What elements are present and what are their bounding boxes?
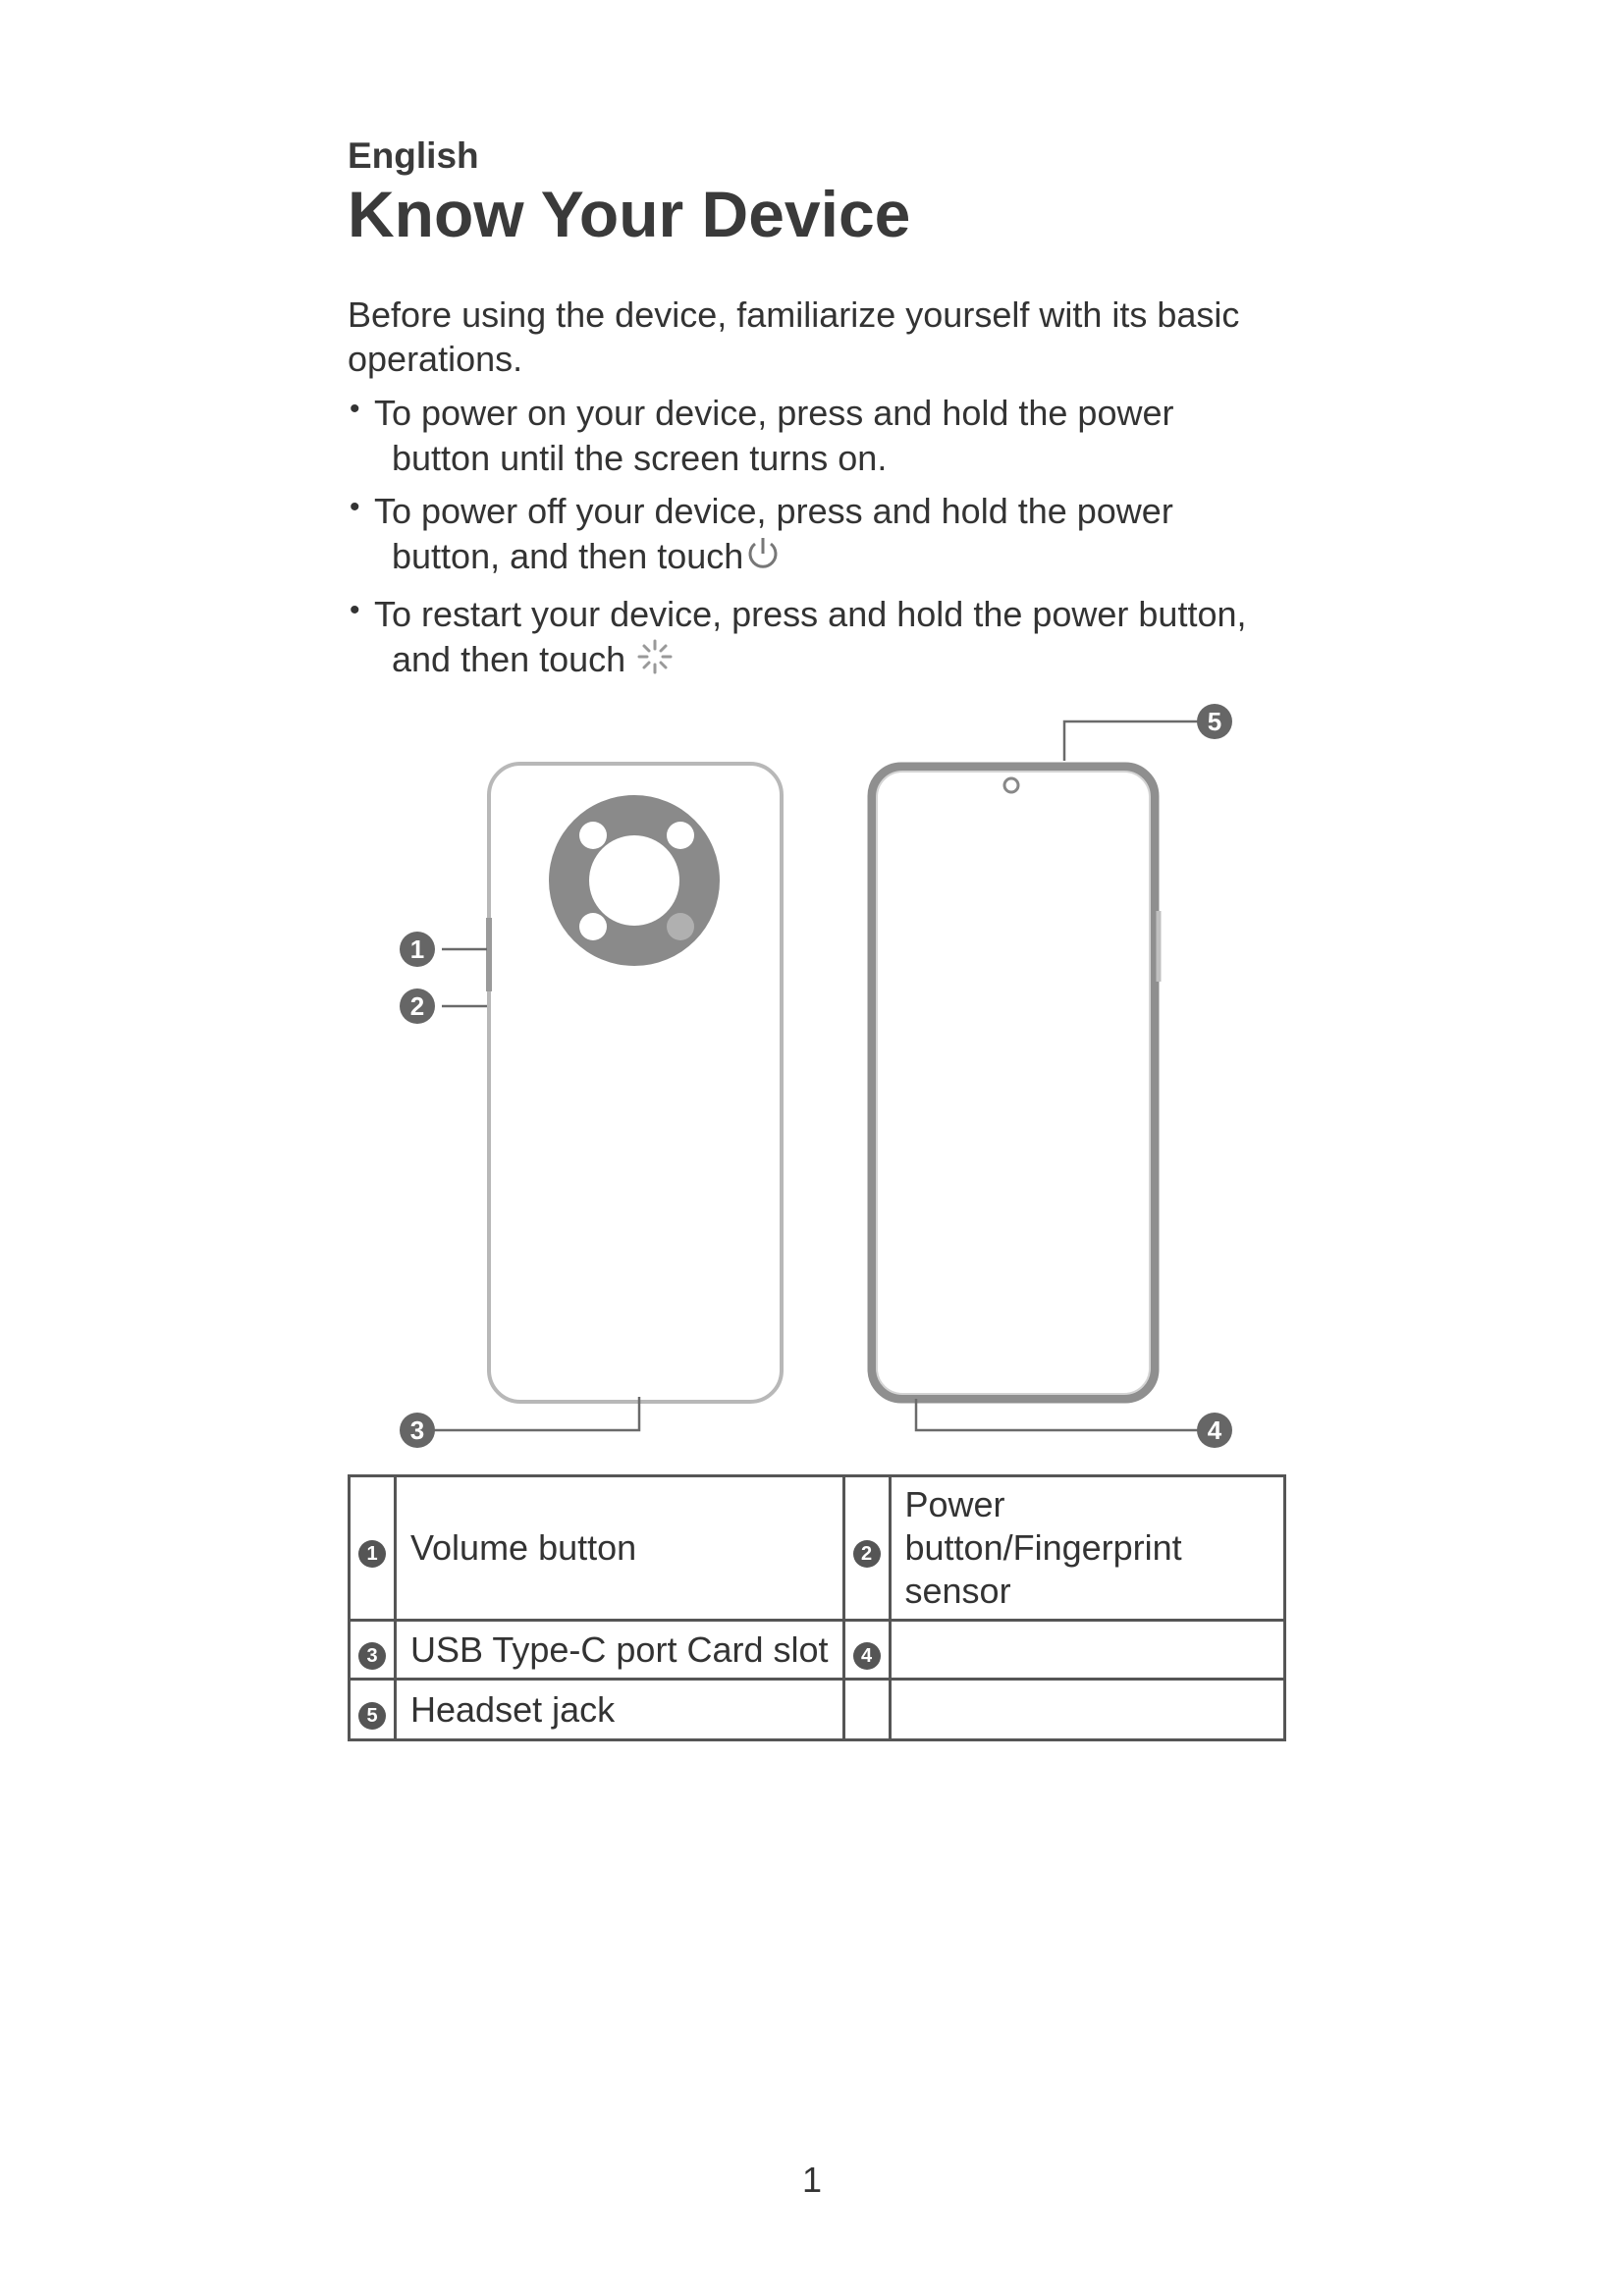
camera-lens-icon: [579, 822, 607, 849]
callout-1: [400, 932, 435, 967]
camera-lens-icon: [579, 913, 607, 940]
bullet-text-line1: To power on your device, press and hold the power: [374, 393, 1174, 433]
bullet-text-line2: and then touch: [392, 639, 626, 680]
svg-text:1: 1: [409, 934, 425, 964]
legend-number: 2: [853, 1540, 881, 1568]
legend-number: 4: [853, 1642, 881, 1670]
legend-label: Power button/Fingerprint sensor: [890, 1476, 1285, 1621]
legend-label: [890, 1680, 1285, 1740]
page-title: Know Your Device: [348, 178, 911, 250]
svg-text:3: 3: [409, 1415, 425, 1445]
flash-icon: [667, 913, 694, 940]
bullet-text-line1: To power off your device, press and hold the power: [374, 491, 1173, 531]
camera-lens-icon: [667, 822, 694, 849]
callout-4: [1197, 1413, 1232, 1448]
bullet-text-line1: To restart your device, press and hold the power button,: [374, 594, 1247, 634]
legend-number: 5: [358, 1702, 386, 1730]
legend-label: Volume button: [396, 1476, 844, 1621]
front-camera-icon: [1004, 778, 1018, 792]
table-row: [350, 1476, 1285, 1621]
bullet-text-line2: button until the screen turns on.: [392, 438, 888, 478]
svg-text:2: 2: [409, 991, 425, 1021]
table-row: [350, 1680, 1285, 1740]
callout-3: [400, 1413, 435, 1448]
camera-module: [549, 795, 720, 966]
legend-label: [890, 1621, 1285, 1680]
legend-label: USB Type-C port Card slot: [396, 1621, 844, 1680]
legend-label: Headset jack: [396, 1680, 844, 1740]
bullet-dot-icon: •: [350, 594, 360, 626]
page-number: 1: [801, 2160, 823, 2200]
svg-text:5: 5: [1207, 707, 1222, 736]
bullet-dot-icon: •: [350, 491, 360, 523]
parts-legend-table: [348, 1474, 1286, 1741]
phone-front-outline: [872, 767, 1155, 1399]
legend-number: 3: [358, 1642, 386, 1670]
table-row: [350, 1621, 1285, 1680]
legend-number: 1: [358, 1540, 386, 1568]
intro-paragraph: Before using the device, familiarize yourself with its basic operations.: [348, 294, 1240, 379]
bullet-dot-icon: •: [350, 393, 360, 425]
callout-5: [1197, 704, 1232, 739]
language-label: English: [348, 135, 479, 176]
svg-text:4: 4: [1207, 1415, 1222, 1445]
callout-2: [400, 988, 435, 1024]
bullet-text-line2: button, and then touch: [392, 536, 744, 577]
